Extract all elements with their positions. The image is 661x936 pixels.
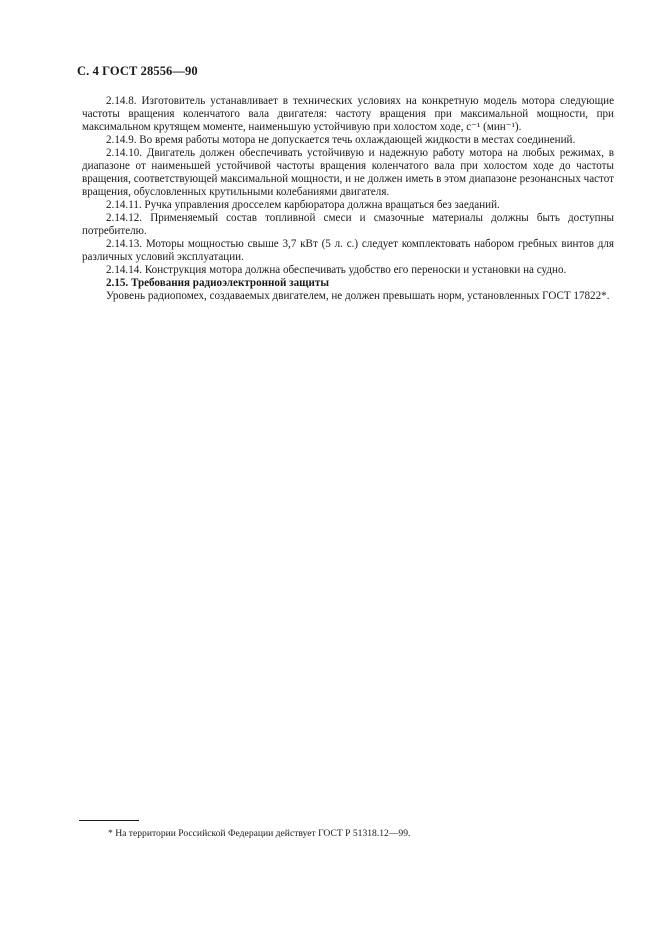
paragraph-2-14-10: 2.14.10. Двигатель должен обеспечивать устойчивую и надежную работу мотора на любых режимах, в диапазоне от наименьшей устойчивой частоты вращения коленчатого вала при холостом ходе до частоты вращения, соответствующей максимальной мощности, и не должен иметь в этом диапазоне резонансных частот вращения, обусловленных крутильными колебаниями двигателя. <box>82 147 614 198</box>
section-2-15-text: Уровень радиопомех, создаваемых двигателем, не должен превышать норм, установленных ГОСТ 17822*. <box>106 290 610 302</box>
paragraph-2-14-12: 2.14.12. Применяемый состав топливной смеси и смазочные материалы должны быть доступны потребителю. <box>82 212 614 237</box>
section-title-2-15: 2.15. Требования радиоэлектронной защиты <box>106 277 330 289</box>
footnote: * На территории Российской Федерации действует ГОСТ Р 51318.12—99. <box>108 828 411 839</box>
paragraph-2-14-9: 2.14.9. Во время работы мотора не допускается течь охлаждающей жидкости в местах соединений. <box>106 134 576 146</box>
paragraph-2-14-14: 2.14.14. Конструкция мотора должна обеспечивать удобство его переноски и установки на судно. <box>106 264 567 276</box>
paragraph-2-14-11: 2.14.11. Ручка управления дросселем карбюратора должна вращаться без заеданий. <box>106 199 500 211</box>
page-header: С. 4 ГОСТ 28556—90 <box>77 64 198 78</box>
body-text <box>82 95 614 303</box>
paragraph-2-14-8: 2.14.8. Изготовитель устанавливает в технических условиях на конкретную модель мотора следующие частоты вращения коленчатого вала двигателя: частоту вращения при максимальной мощности, при максимальном крутящем моменте, наименьшую устойчивую при холостом ходе, с⁻¹ (мин⁻¹). <box>82 95 614 133</box>
paragraph-2-14-13: 2.14.13. Моторы мощностью свыше 3,7 кВт (5 л. с.) следует комплектовать набором гребных винтов для различных условий эксплуатации. <box>82 238 614 263</box>
footnote-divider <box>79 820 139 821</box>
